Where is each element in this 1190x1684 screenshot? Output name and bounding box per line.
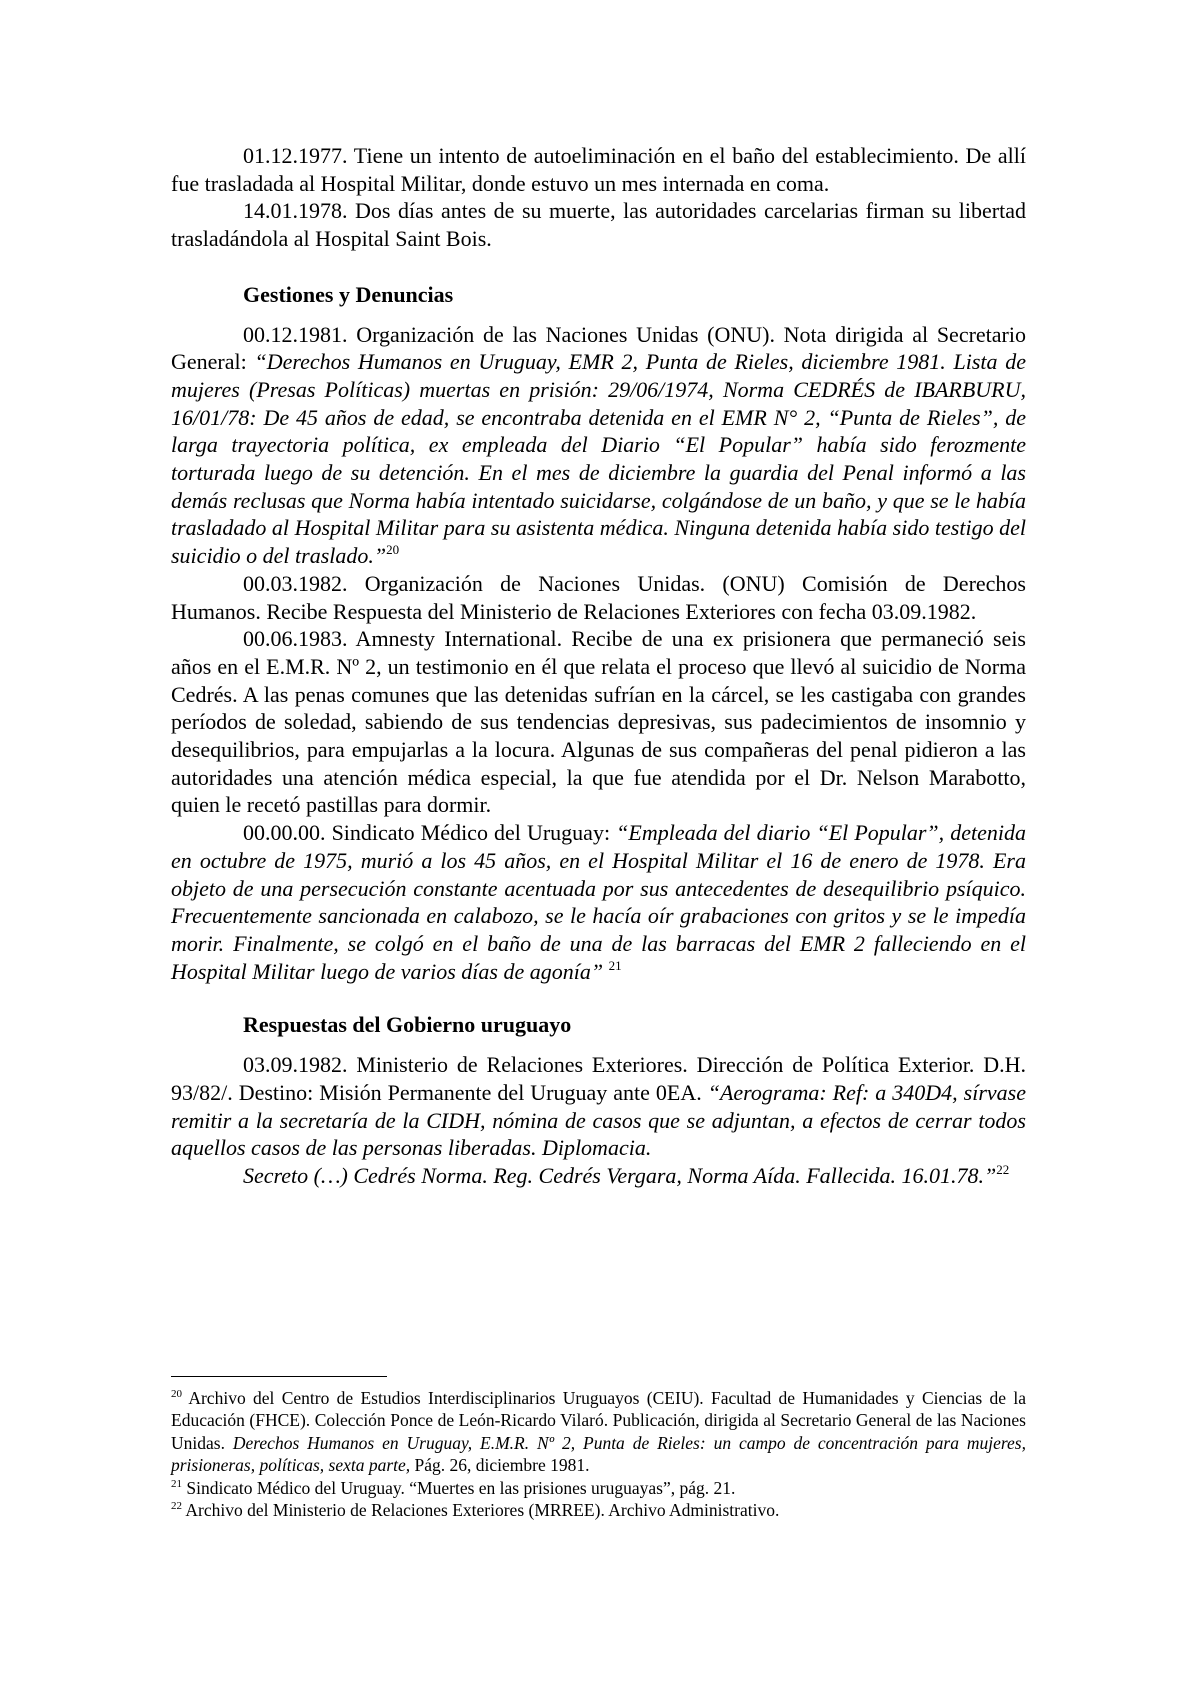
footnotes-section xyxy=(171,1376,1026,1521)
footnote-text: Sindicato Médico del Uruguay. “Muertes en las prisiones uruguayas”, pág. 21. xyxy=(182,1477,736,1498)
paragraph-onu-1982: 00.03.1982. Organización de Naciones Unidas. (ONU) Comisión de Derechos Humanos. Recibe Respuesta del Ministerio de Relaciones Exteriores con fecha 03.09.1982. xyxy=(171,570,1026,624)
entry-lead: 00.00.00. Sindicato Médico del Uruguay: xyxy=(243,820,617,846)
entry-text: Dos días antes de su muerte, las autoridades carcelarias firman su libertad trasladándola al Hospital Saint Bois. xyxy=(171,198,1026,252)
paragraph-ministerio-1982 xyxy=(171,1051,1026,1162)
paragraph-amnesty-1983: 00.06.1983. Amnesty International. Recibe de una ex prisionera que permaneció seis años en el E.M.R. Nº 2, un testimonio en él que relata el proceso que llevó al suicidio de Norma Cedrés. A las penas comunes que las detenidas sufrían en la cárcel, se les castigaba con grandes períodos de soledad, sabiendo de sus tendencias depresivas, sus padecimientos de insomnio y desequilibrios, para empujarlas a la locura. Algunas de sus compañeras del penal pidieron a las autoridades una atención médica especial, la que fue atendida por el Dr. Nelson Marabotto, quien le recetó pastillas para dormir. xyxy=(171,626,1026,818)
entry-date: 14.01.1978. xyxy=(243,198,348,224)
quotation: Secreto (…) Cedrés Norma. Reg. Cedrés Vergara, Norma Aída. Fallecida. 16.01.78.” xyxy=(243,1162,997,1188)
footnote-text: Pág. 26, diciembre 1981. xyxy=(410,1455,590,1476)
footnote-number: 22 xyxy=(171,1500,182,1513)
footnote-separator xyxy=(171,1376,387,1377)
footnote-20 xyxy=(171,1387,1026,1477)
quotation: “Aerograma: Ref: a 340D4, sírvase remitir a la secretaría de la CIDH, nómina de casos que se adjuntan, a efectos de cerrar todos aquellos casos de las personas liberadas. Diplomacia. xyxy=(171,1079,1026,1161)
paragraph-1978 xyxy=(171,197,1026,252)
section-heading-gestiones: Gestiones y Denuncias xyxy=(243,281,454,307)
footnote-number: 21 xyxy=(171,1477,182,1490)
footnote-21 xyxy=(171,1477,1026,1499)
footnote-ref-20[interactable]: 20 xyxy=(386,542,400,558)
footnote-text: Archivo del Ministerio de Relaciones Exteriores (MRREE). Archivo Administrativo. xyxy=(182,1500,780,1521)
entry-date: 01.12.1977. xyxy=(243,143,348,168)
document-body xyxy=(171,142,1026,1190)
quotation: “Derechos Humanos en Uruguay, EMR 2, Punta de Rieles, diciembre 1981. Lista de mujeres (Presas Políticas) muertas en prisión: 29/06/1974, Norma CEDRÉS de IBARBURU, 16/01/78: De 45 años de edad, se encontraba detenida en el EMR N° 2, “Punta de Rieles”, de larga trayectoria política, ex empleada del Diario “El Popular” había sido ferozmente torturada luego de su detención. En el mes de diciembre la guardia del Penal informó a las demás reclusas que Norma había intentado suicidarse, colgándose de un baño, y que se le había trasladado al Hospital Militar para su asistenta médica. Ninguna detenida había sido testigo del suicidio o del traslado.” xyxy=(171,349,1026,569)
footnote-22 xyxy=(171,1499,1026,1521)
paragraph-onu-1981 xyxy=(171,321,1026,570)
quotation: “Empleada del diario “El Popular”, detenida en octubre de 1975, murió a los 45 años, en el Hospital Militar el 16 de enero de 1978. Era objeto de una persecución constante acentuada por sus antecedentes de desequilibrio psíquico. Frecuentemente sancionada en calabozo, se le hacía oír grabaciones con gritos y se le impedía morir. Finalmente, se colgó en el baño de una de las barracas del EMR 2 falleciendo en el Hospital Militar luego de varios días de agonía” xyxy=(171,820,1026,984)
footnote-number: 20 xyxy=(171,1388,182,1400)
entry-text: Tiene un intento de autoeliminación en el baño del establecimiento. De allí fue trasladada al Hospital Militar, donde estuvo un mes internada en coma. xyxy=(171,143,1026,196)
paragraph-sindicato xyxy=(171,819,1026,985)
footnote-ref-21[interactable]: 21 xyxy=(608,957,622,973)
section-heading-respuestas: Respuestas del Gobierno uruguayo xyxy=(243,1012,572,1038)
footnote-text: Archivo del Centro de Estudios Interdisciplinarios Uruguayos (CEIU). Facultad de Humanidades y Ciencias de la Educación (FHCE). Colección Ponce de León-Ricardo Vilaró. Publicación, dirigida al Secretario General de las Naciones Unidas. xyxy=(171,1388,1026,1453)
footnote-ref-22[interactable]: 22 xyxy=(996,1161,1010,1177)
paragraph-secreto xyxy=(171,1162,1026,1190)
entry-lead: 00.12.1981. Organización de las Naciones Unidas (ONU). Nota dirigida al Secretario General: xyxy=(171,321,1026,375)
entry-lead: 03.09.1982. Ministerio de Relaciones Exteriores. Dirección de Política Exterior. D.H. 93/82/. Destino: Misión Permanente del Uruguay ante 0EA. xyxy=(171,1052,1026,1105)
paragraph-1977 xyxy=(171,142,1026,197)
footnote-title: Derechos Humanos en Uruguay, E.M.R. Nº 2, Punta de Rieles: un campo de concentración para mujeres, prisioneras, políticas, sexta parte, xyxy=(171,1432,1026,1476)
